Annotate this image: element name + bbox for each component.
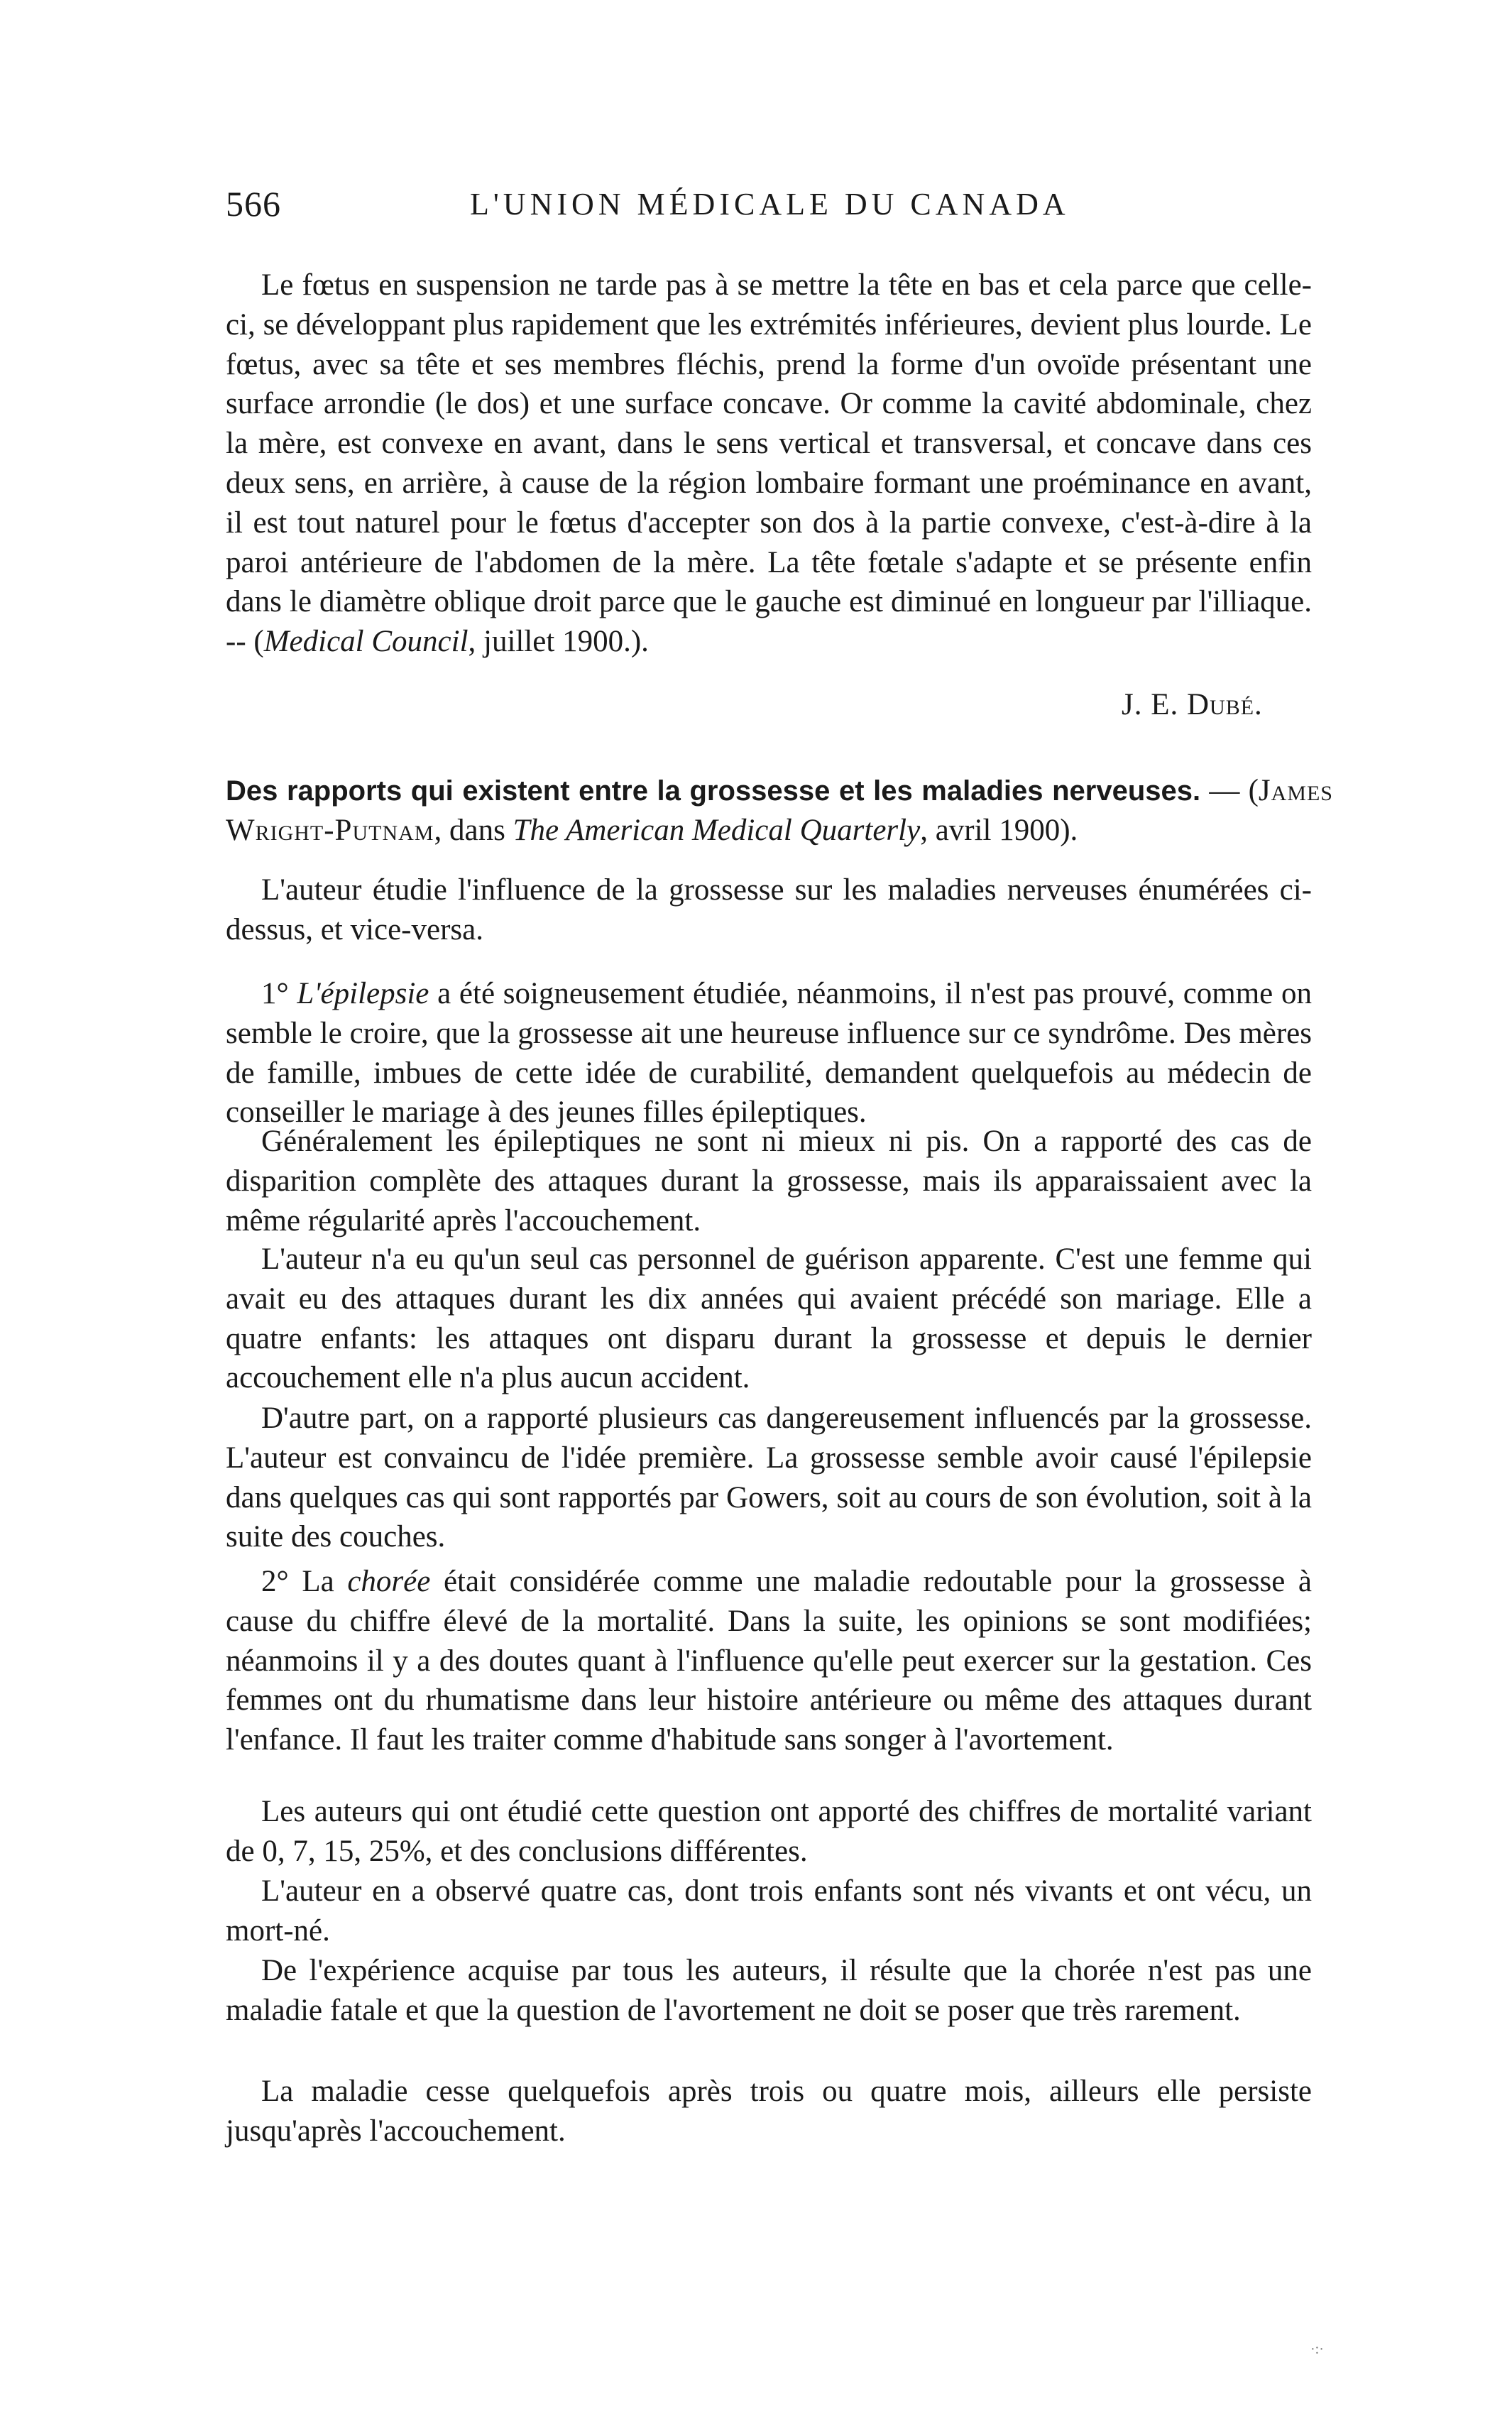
section1-paragraph bbox=[226, 266, 1312, 663]
choree-text: était considérée comme une maladie redoutable pour la grossesse à cause du chiffre élevé de la mortalité. Dans la suite, les opinions se sont modifiées; néanmoins il y a des doutes quant à l'influence qu'elle peut exercer sur la gestation. Ces femmes ont du rhumatisme dans leur histoire antérieure ou même des attaques durant l'enfance. Il faut les traiter comme d'habitude sans songer à l'avortement. bbox=[226, 1565, 1312, 1757]
article-in: , dans bbox=[434, 814, 513, 847]
term-choree: chorée bbox=[347, 1565, 431, 1598]
epilepsie-paragraph-2: Généralement les épileptiques ne sont ni mieux ni pis. On a rapporté des cas de disparition complète des attaques durant la grossesse, mais ils apparaissaient avec la même régularité après l'accouchement. bbox=[226, 1125, 1312, 1238]
choree-paragraph-5: La maladie cesse quelquefois après trois ou quatre mois, ailleurs elle persiste jusqu'après l'accouchement. bbox=[226, 2075, 1312, 2148]
choree-paragraph-1 bbox=[226, 1562, 1312, 1760]
page-header bbox=[226, 183, 1312, 233]
choree-paragraph-3: L'auteur en a observé quatre cas, dont trois enfants sont nés vivants et ont vécu, un mort-né. bbox=[226, 1874, 1312, 1948]
citation-prefix: -- ( bbox=[226, 625, 264, 659]
article-title-block bbox=[226, 771, 1333, 851]
article-date: , avril 1900). bbox=[920, 814, 1078, 847]
choree-paragraph-2: Les auteurs qui ont étudié cette question ont apporté des chiffres de mortalité variant de 0, 7, 15, 25%, et des conclusions différentes. bbox=[226, 1795, 1312, 1868]
scan-speck: ·:· bbox=[1310, 2342, 1324, 2357]
page-number: 566 bbox=[226, 184, 281, 224]
citation-source: Medical Council bbox=[263, 625, 469, 659]
epilepsie-paragraph-3: L'auteur n'a eu qu'un seul cas personnel de guérison apparente. C'est une femme qui avait eu des attaques durant les dix années qui avaient précédé son mariage. Elle a quatre enfants: les attaques ont disparu durant la grossesse et depuis le dernier accouchement elle n'a plus aucun accident. bbox=[226, 1242, 1312, 1395]
running-head: L'UNION MÉDICALE DU CANADA bbox=[470, 187, 1070, 222]
article-journal: The American Medical Quarterly bbox=[513, 814, 921, 847]
item-number: 2° La bbox=[261, 1565, 348, 1598]
article-title: Des rapports qui existent entre la grossesse et les maladies nerveuses. bbox=[226, 775, 1201, 807]
article-dash: — ( bbox=[1200, 774, 1259, 807]
choree-paragraph-4: De l'expérience acquise par tous les auteurs, il résulte que la chorée n'est pas une maladie fatale et que la question de l'avortement ne doit se poser que très rarement. bbox=[226, 1954, 1312, 2027]
section1-text: Le fœtus en suspension ne tarde pas à se mettre la tête en bas et cela parce que celle-ci, se développant plus rapidement que les extrémités inférieures, devient plus lourde. Le fœtus, avec sa tête et ses membres fléchis, prend la forme d'un ovoïde présentant une surface arrondie (le dos) et une surface concave. Or comme la cavité abdominale, chez la mère, est convexe en avant, dans le sens vertical et transversal, et concave dans ces deux sens, en arrière, à cause de la région lombaire formant une proéminance en avant, il est tout naturel pour le fœtus d'accepter son dos à la partie convexe, c'est-à-dire à la paroi antérieure de l'abdomen de la mère. La tête fœtale s'adapte et se présente enfin dans le diamètre oblique droit parce que le gauche est diminué en longueur par l'illiaque. bbox=[226, 268, 1312, 619]
item-number: 1° bbox=[261, 977, 297, 1010]
citation-suffix: , juillet 1900.). bbox=[468, 625, 649, 659]
intro-paragraph: L'auteur étudie l'influence de la grossesse sur les maladies nerveuses énumérées ci-dessus, et vice-versa. bbox=[226, 873, 1312, 946]
epilepsie-paragraph-4: D'autre part, on a rapporté plusieurs cas dangereusement influencés par la grossesse. L'auteur est convaincu de l'idée première. La grossesse semble avoir causé l'épilepsie dans quelques cas qui sont rapportés par Gowers, soit au cours de son évolution, soit à la suite des couches. bbox=[226, 1402, 1312, 1554]
epilepsie-paragraph-1 bbox=[226, 974, 1312, 1132]
article-author: James Wright-Putnam bbox=[226, 774, 1333, 847]
term-epilepsie: L'épilepsie bbox=[297, 977, 429, 1010]
signature: J. E. Dubé. bbox=[1122, 688, 1263, 721]
epilepsie-text: a été soigneusement étudiée, néanmoins, il n'est pas prouvé, comme on semble le croire, que la grossesse ait une heureuse influence sur ce syndrôme. Des mères de famille, imbues de cette idée de curabilité, demandent quelquefois au médecin de conseiller le mariage à des jeunes filles épileptiques. bbox=[226, 977, 1312, 1130]
